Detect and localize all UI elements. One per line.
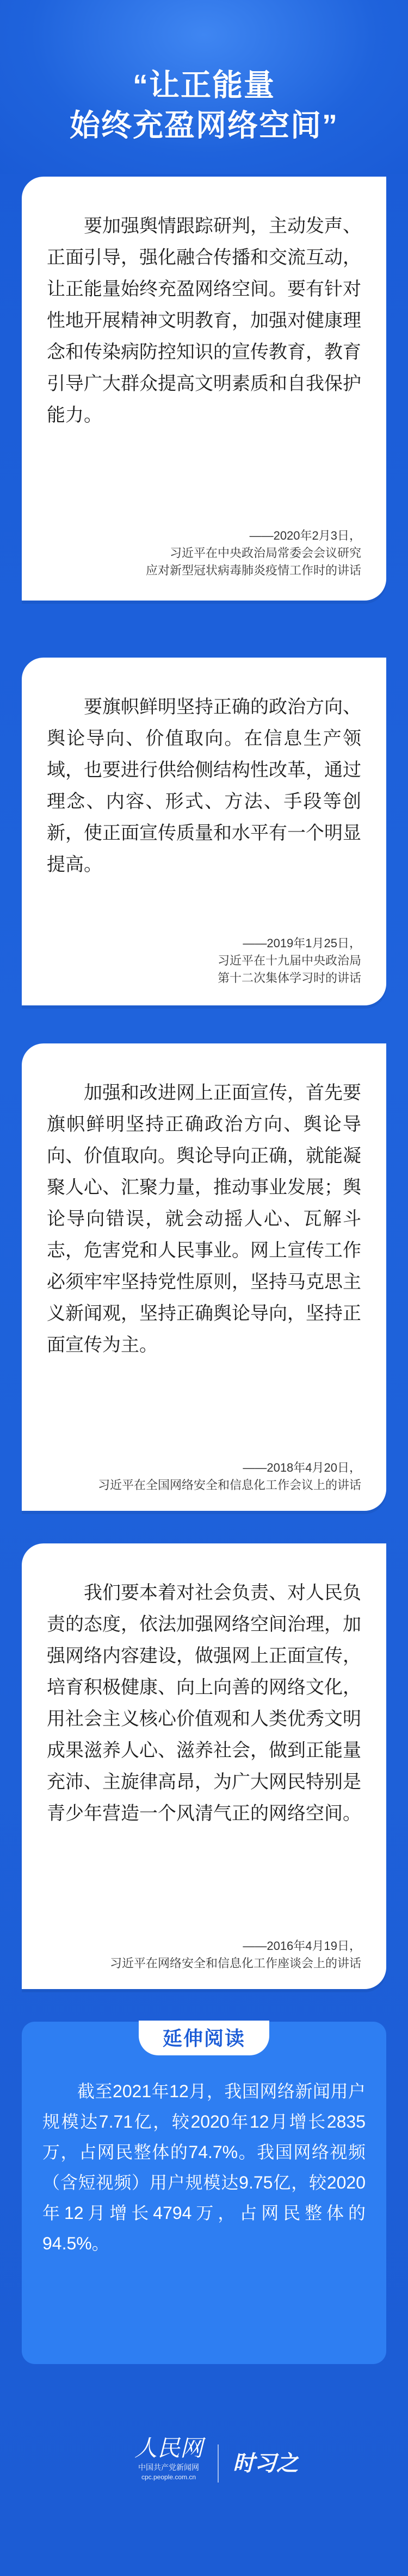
source-date: ——2016年4月19日，	[243, 1939, 361, 1953]
extended-reading-box	[22, 2022, 386, 2364]
source-detail: 第十二次集体学习时的讲话	[217, 971, 361, 985]
logo-sub-text: 中国共产党新闻网	[138, 2463, 199, 2472]
shixizhi-logo	[227, 2439, 304, 2488]
quote-card-2	[22, 658, 386, 1005]
title-line-2: 始终充盈网络空间”	[70, 108, 338, 142]
logo-divider	[218, 2444, 219, 2483]
quote-source	[98, 1459, 361, 1494]
source-date: ——2018年4月20日，	[243, 1461, 361, 1474]
source-detail: 应对新型冠状病毒肺炎疫情工作时的讲话	[145, 564, 361, 577]
quote-body: 要旗帜鲜明坚持正确的政治方向、舆论导向、价值取向。在信息生产领域，也要进行供给侧结构性改革，通过理念、内容、形式、方法、手段等创新，使正面宣传质量和水平有一个明显提高。	[47, 697, 361, 875]
quote-source	[146, 527, 361, 579]
footer	[0, 2435, 408, 2500]
logo-main-text: 人民网	[134, 2435, 203, 2461]
extended-reading-text: 截至2021年12月，我国网络新闻用户规模达7.71亿，较2020年12月增长2835万，占网民整体的74.7%。我国网络视频（含短视频）用户规模达9.75亿，较2020年12月增长4794万，占网民整体的94.5%。	[42, 2081, 366, 2253]
title-line-1: “让正能量	[133, 68, 275, 102]
quote-card-3	[22, 1043, 386, 1511]
quote-body: 加强和改进网上正面宣传，首先要旗帜鲜明坚持正确政治方向、舆论导向、价值取向。舆论导向正确，就能凝聚人心、汇聚力量，推动事业发展；舆论导向错误，就会动摇人心、瓦解斗志，危害党和人民事业。网上宣传工作必须牢牢坚持党性原则，坚持马克思主义新闻观，坚持正确舆论导向，坚持正面宣传为主。	[47, 1083, 361, 1355]
quote-body: 要加强舆情跟踪研判，主动发声、正面引导，强化融合传播和交流互动，让正能量始终充盈网络空间。要有针对性地开展精神文明教育，加强对健康理念和传染病防控知识的宣传教育，教育引导广大群众提高文明素质和自我保护能力。	[47, 216, 361, 426]
quote-body: 我们要本着对社会负责、对人民负责的态度，依法加强网络空间治理，加强网络内容建设，做强网上正面宣传，培育积极健康、向上向善的网络文化，用社会主义核心价值观和人类优秀文明成果滋养人心、滋养社会，做到正能量充沛、主旋律高昂，为广大网民特别是青少年营造一个风清气正的网络空间。	[47, 1583, 361, 1824]
quote-source	[218, 935, 361, 987]
logo2-text: 时习之	[233, 2452, 298, 2475]
quote-card-1	[22, 177, 386, 601]
source-detail: 习近平在网络安全和信息化工作座谈会上的讲话	[109, 1956, 361, 1970]
source-detail: 习近平在中央政治局常委会会议研究	[169, 546, 361, 560]
source-date: ——2019年1月25日，	[243, 936, 361, 950]
logo-url-text: cpc.people.com.cn	[141, 2473, 196, 2481]
extended-reading-label: 延伸阅读	[139, 2021, 269, 2055]
source-detail: 习近平在全国网络安全和信息化工作会议上的讲话	[97, 1478, 361, 1492]
quote-source	[110, 1937, 361, 1972]
source-detail: 习近平在十九届中央政治局	[217, 954, 361, 967]
quote-card-4	[22, 1543, 386, 1989]
source-date: ——2020年2月3日，	[249, 529, 361, 542]
people-daily-logo	[125, 2435, 212, 2494]
page-title	[0, 65, 408, 146]
